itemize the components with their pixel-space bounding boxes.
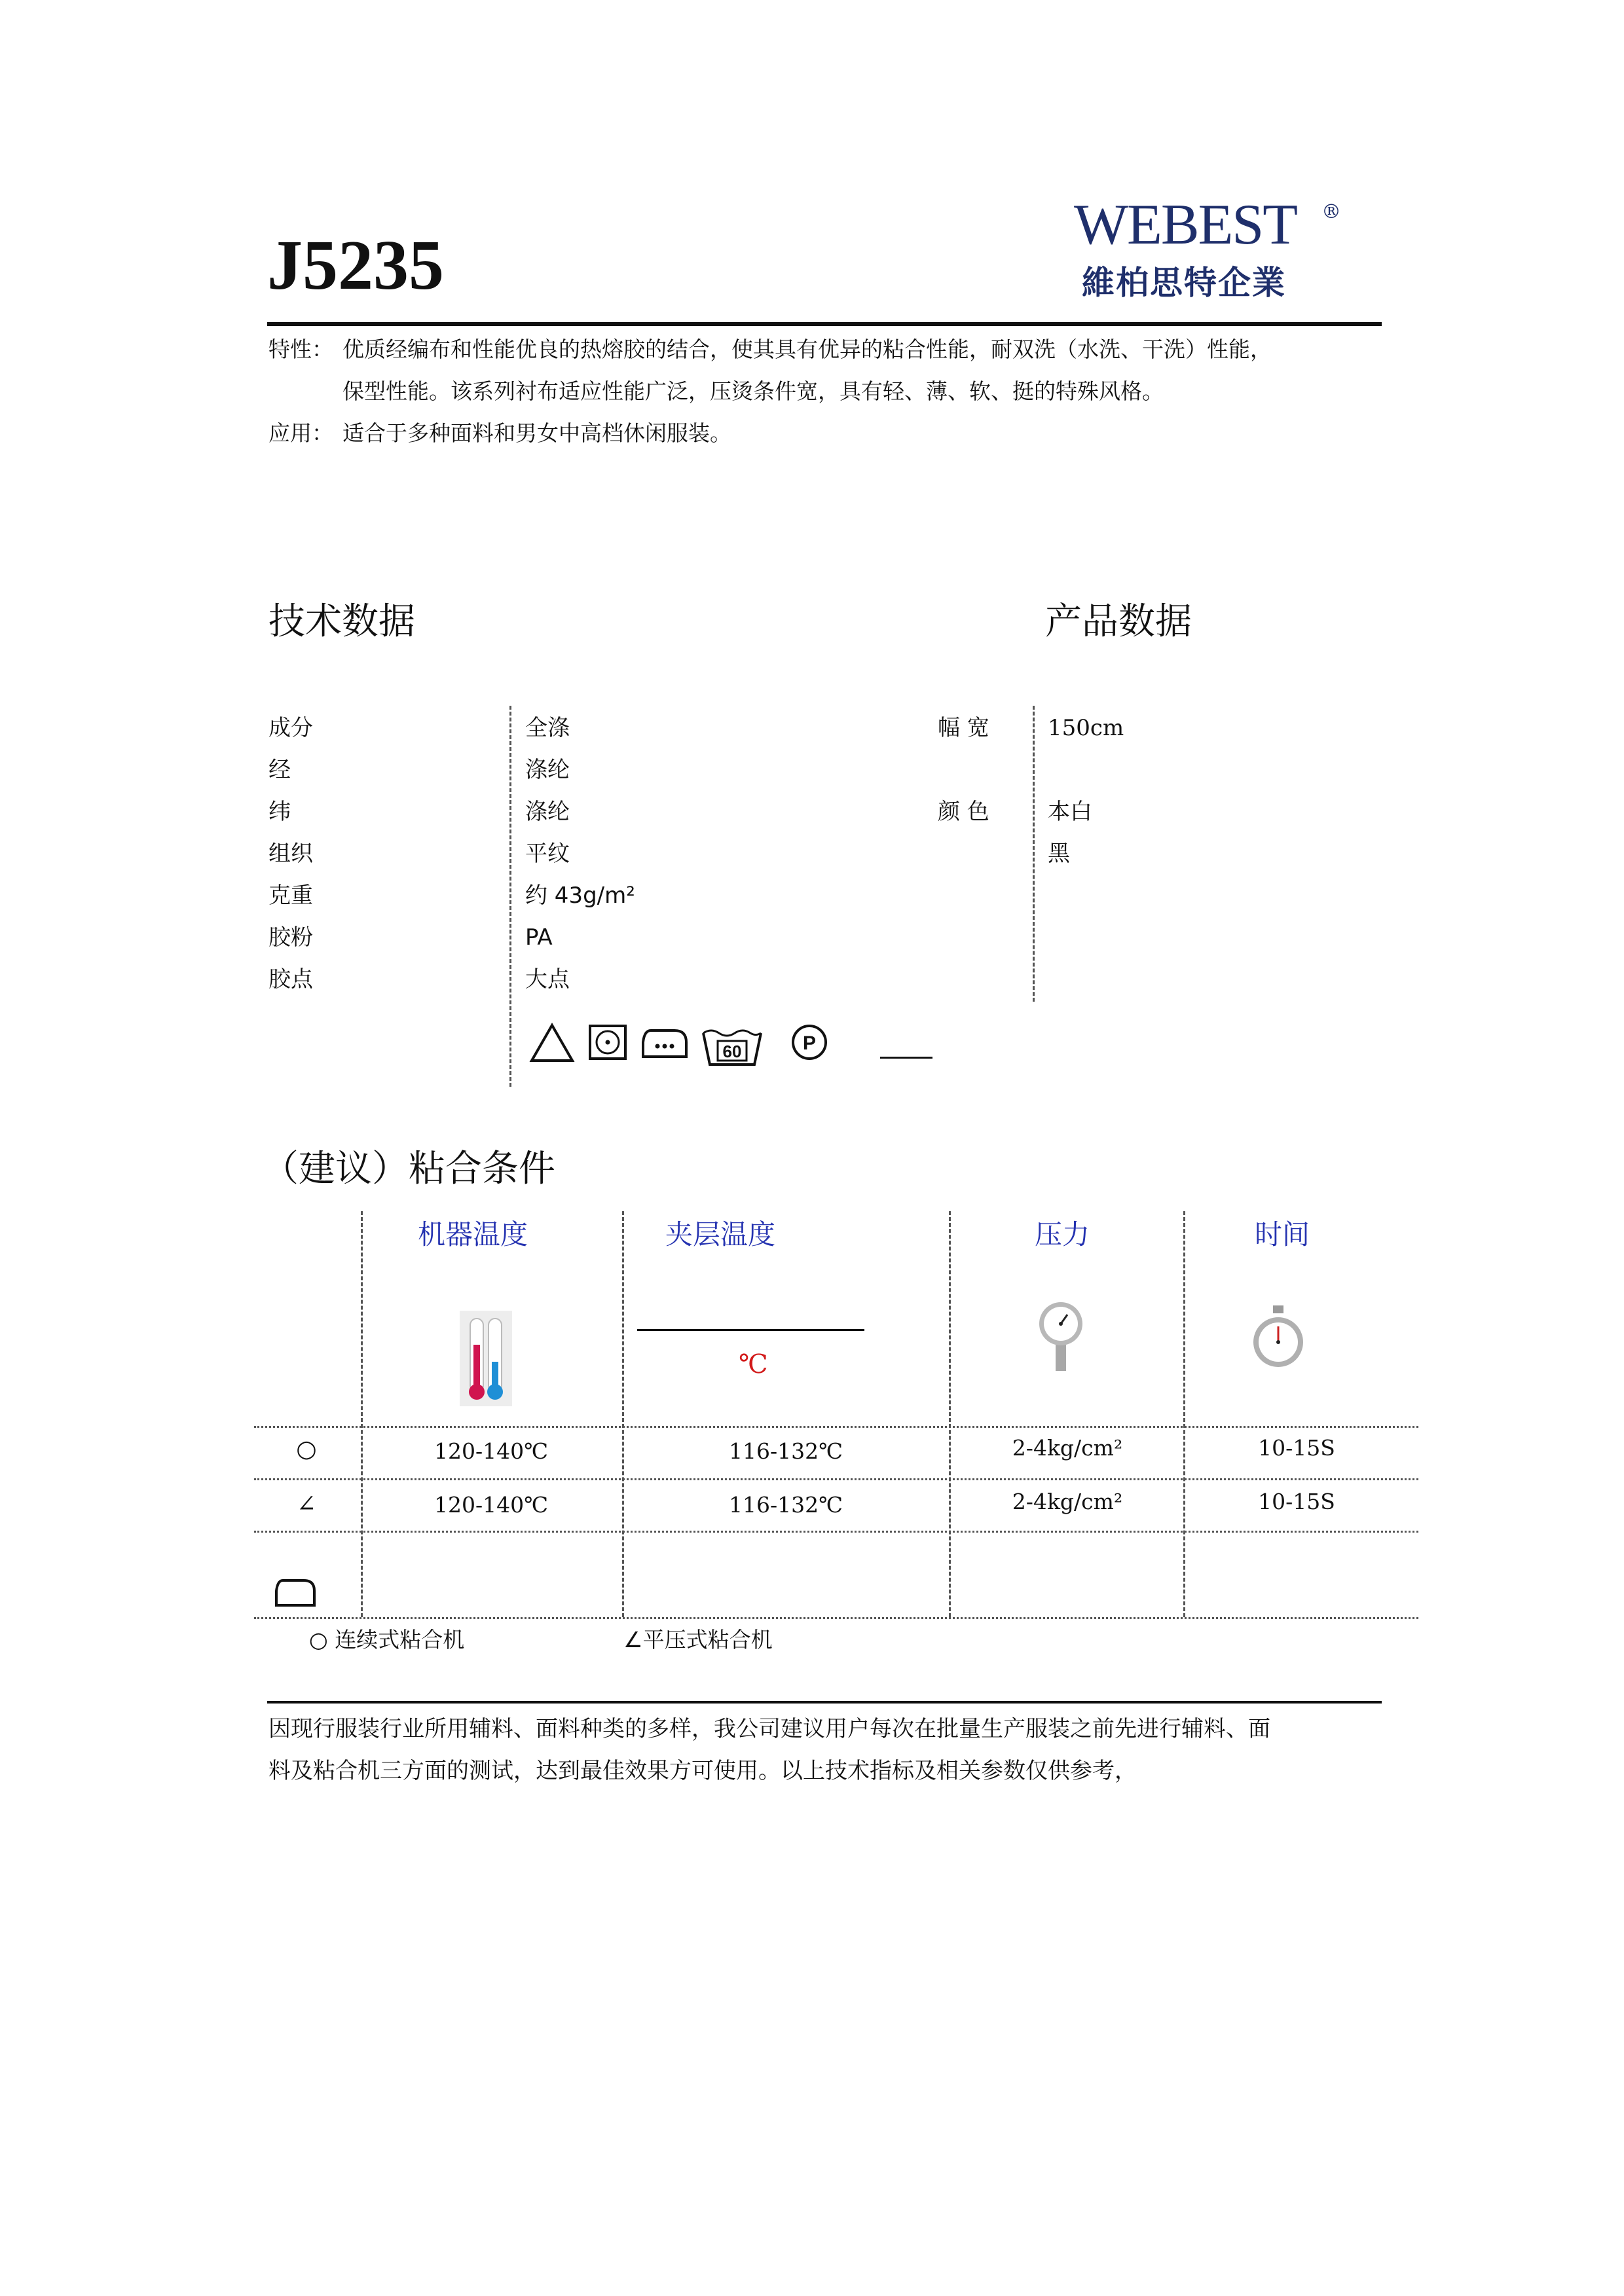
tech-value-dot-type: 大点	[525, 966, 570, 993]
feature-text-line1: 优质经编布和性能优良的热熔胶的结合，使其具有优异的粘合性能，耐双洗（水洗、干洗）性能，	[342, 337, 1272, 362]
feature-label: 特性：	[268, 337, 333, 362]
table-row-line-4	[254, 1617, 1418, 1619]
row1-time: 10-15S	[1258, 1435, 1335, 1461]
iron-icon	[640, 1027, 689, 1059]
row1-pressure: 2-4kg/cm²	[1012, 1435, 1123, 1461]
header-time: 时间	[1255, 1218, 1310, 1250]
registered-mark: ®	[1321, 200, 1341, 223]
row-symbol-flat-press: ∠	[296, 1491, 317, 1518]
product-model-title: J5235	[267, 227, 444, 304]
row2-layer-temp: 116-132℃	[728, 1492, 843, 1518]
header-machine-temp: 机器温度	[418, 1218, 528, 1250]
table-divider-1	[361, 1211, 363, 1617]
tech-value-composition: 全涤	[525, 715, 570, 741]
product-data-title: 产品数据	[1045, 600, 1192, 643]
product-width-value: 150cm	[1048, 715, 1124, 741]
legend-flat-press-machine: ∠平压式粘合机	[623, 1627, 773, 1652]
tech-value-weft: 涤纶	[525, 799, 570, 825]
table-row-line-1	[254, 1426, 1418, 1428]
footer-note-line2: 料及粘合机三方面的测试，达到最佳效果方可使用。以上技术指标及相关参数仅供参考，	[268, 1758, 1137, 1784]
row1-layer-temp: 116-132℃	[728, 1438, 843, 1464]
dry-clean-p-icon	[790, 1023, 829, 1062]
tech-value-warp: 涤纶	[525, 757, 570, 783]
tech-label-weight: 克重	[268, 883, 313, 909]
product-column-divider	[1033, 706, 1035, 1002]
svg-text:60: 60	[722, 1042, 742, 1061]
tech-column-divider	[509, 706, 511, 1087]
product-color-value-black: 黑	[1048, 841, 1070, 867]
layer-temp-unit: ℃	[739, 1349, 768, 1379]
layer-temp-blank-line	[637, 1329, 864, 1331]
tech-label-composition: 成分	[268, 715, 313, 741]
row2-machine-temp: 120-140℃	[434, 1492, 549, 1518]
row2-time: 10-15S	[1258, 1489, 1335, 1514]
application-label: 应用：	[268, 420, 333, 446]
row1-machine-temp: 120-140℃	[434, 1438, 549, 1464]
bonding-conditions-title: （建议）粘合条件	[262, 1148, 555, 1190]
table-row-line-3	[254, 1531, 1418, 1533]
tech-data-title: 技术数据	[268, 600, 415, 643]
table-divider-4	[1183, 1211, 1185, 1617]
wash-60-icon	[701, 1025, 764, 1067]
care-symbol-blank-line	[880, 1057, 932, 1059]
table-row-line-2	[254, 1478, 1418, 1480]
stopwatch-icon	[1251, 1303, 1306, 1374]
product-color-value-white: 本白	[1048, 799, 1092, 825]
tech-label-adhesive-powder: 胶粉	[268, 924, 313, 951]
tumble-dry-icon	[588, 1024, 627, 1061]
row2-pressure: 2-4kg/cm²	[1012, 1489, 1123, 1514]
brand-logo	[1074, 193, 1349, 302]
pressure-gauge-icon	[1037, 1300, 1084, 1374]
tech-label-weave: 组织	[268, 841, 313, 867]
iron-row-icon	[274, 1576, 317, 1609]
tech-value-adhesive-powder: PA	[525, 924, 553, 951]
header-layer-temp: 夹层温度	[665, 1218, 776, 1250]
footer-note-line1: 因现行服装行业所用辅料、面料种类的多样，我公司建议用户每次在批量生产服装之前先进行辅料、面	[268, 1716, 1270, 1742]
header-pressure: 压力	[1035, 1218, 1090, 1250]
product-color-label: 颜 色	[938, 799, 989, 825]
row-symbol-continuous: ○	[296, 1436, 317, 1463]
tech-label-warp: 经	[268, 757, 291, 783]
feature-text-line2: 保型性能。该系列衬布适应性能广泛，压烫条件宽，具有轻、薄、软、挺的特殊风格。	[342, 378, 1164, 404]
thermometer-icon	[458, 1309, 513, 1408]
table-divider-3	[949, 1211, 951, 1617]
brand-logo-text: WEBEST	[1074, 193, 1297, 257]
tech-label-dot-type: 胶点	[268, 966, 313, 993]
footer-divider	[267, 1701, 1382, 1704]
tech-label-weft: 纬	[268, 799, 291, 825]
care-symbols-row	[529, 1021, 935, 1067]
brand-logo-chinese: 維柏思特企業	[1082, 264, 1286, 302]
table-divider-2	[622, 1211, 624, 1617]
application-text: 适合于多种面料和男女中高档休闲服装。	[342, 420, 731, 446]
tech-value-weight: 约 43g/m²	[525, 883, 635, 909]
product-width-label: 幅 宽	[938, 715, 989, 741]
tech-value-weave: 平纹	[525, 841, 570, 867]
header-divider	[267, 322, 1382, 326]
triangle-icon	[529, 1021, 575, 1065]
legend-continuous-machine: ○ 连续式粘合机	[309, 1627, 465, 1652]
svg-text:P: P	[802, 1032, 817, 1054]
